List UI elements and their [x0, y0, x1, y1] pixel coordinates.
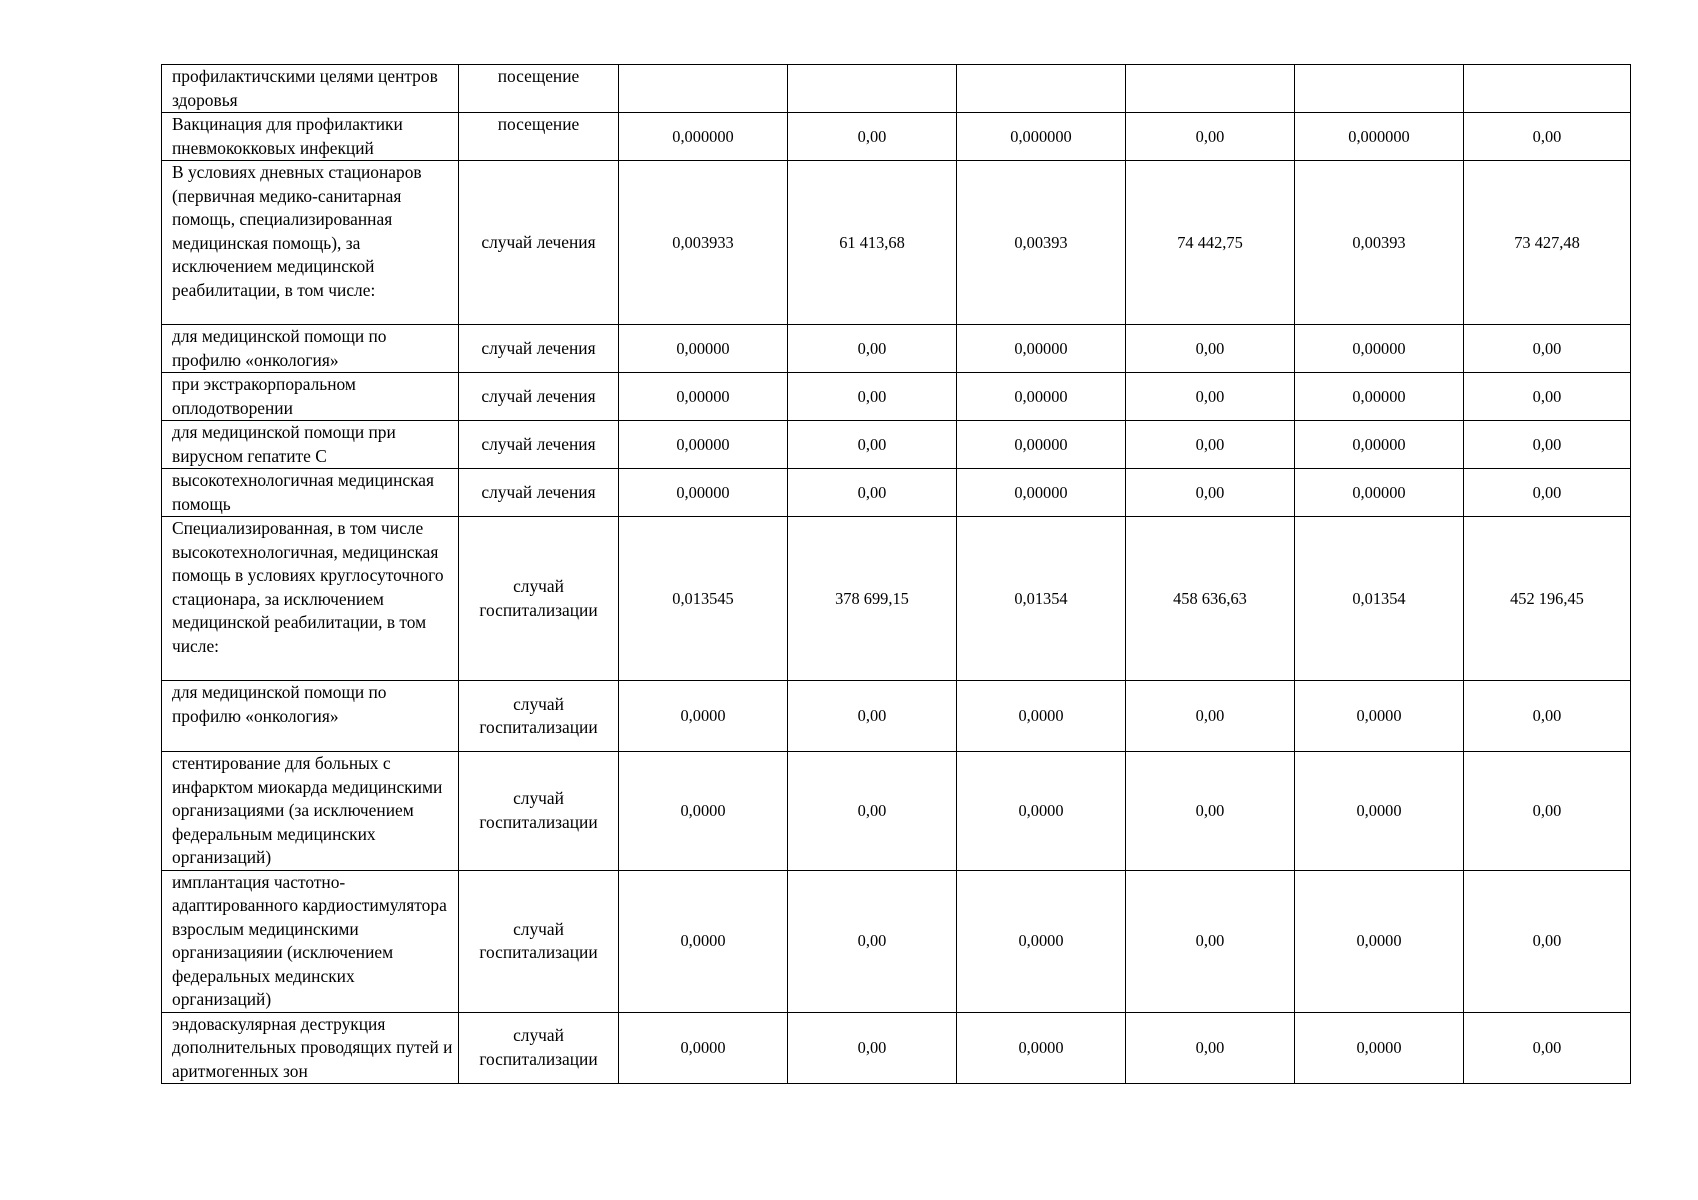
value-cell — [1464, 65, 1631, 113]
indicator-table — [161, 64, 1631, 1084]
value-cell: 0,0000 — [957, 752, 1126, 871]
row-name-cell: В условиях дневных стационаров (первичная медико-санитарная помощь, специализированная медицинская помощь), за исключением медицинской реабилитации, в том числе: — [162, 161, 459, 325]
row-unit-cell: случай лечения — [459, 469, 619, 517]
value-cell — [1126, 65, 1295, 113]
table-row — [162, 752, 1631, 871]
document-page — [161, 64, 1631, 1084]
value-cell: 0,0000 — [1295, 681, 1464, 752]
value-cell: 0,00000 — [957, 373, 1126, 421]
value-cell: 0,00000 — [619, 469, 788, 517]
value-cell: 0,000000 — [619, 113, 788, 161]
value-cell — [957, 65, 1126, 113]
row-name-cell: стентирование для больных с инфарктом миокарда медицинскими организациями (за исключением федеральным медицинских организаций) — [162, 752, 459, 871]
row-name-cell: при экстракорпоральном оплодотворении — [162, 373, 459, 421]
value-cell: 0,00 — [1464, 421, 1631, 469]
value-cell: 0,00 — [788, 113, 957, 161]
row-name-cell: для медицинской помощи по профилю «онкология» — [162, 325, 459, 373]
value-cell: 0,0000 — [619, 870, 788, 1012]
row-unit-cell: случай лечения — [459, 325, 619, 373]
value-cell: 0,00393 — [1295, 161, 1464, 325]
value-cell: 0,0000 — [619, 681, 788, 752]
row-unit-cell: случай госпитализации — [459, 681, 619, 752]
value-cell: 0,00000 — [619, 421, 788, 469]
value-cell: 458 636,63 — [1126, 517, 1295, 681]
value-cell: 0,00 — [788, 325, 957, 373]
row-name-cell: Специализированная, в том числе высокотехнологичная, медицинская помощь в условиях круглосуточного стационара, за исключением медицинской реабилитации, в том числе: — [162, 517, 459, 681]
row-unit-cell: случай лечения — [459, 161, 619, 325]
value-cell: 0,0000 — [619, 752, 788, 871]
table-row — [162, 469, 1631, 517]
row-unit-cell: посещение — [459, 113, 619, 161]
value-cell: 0,00393 — [957, 161, 1126, 325]
value-cell: 0,01354 — [1295, 517, 1464, 681]
value-cell: 378 699,15 — [788, 517, 957, 681]
value-cell: 0,00000 — [1295, 373, 1464, 421]
value-cell: 0,00000 — [1295, 469, 1464, 517]
value-cell: 0,00000 — [1295, 421, 1464, 469]
value-cell: 0,00 — [788, 752, 957, 871]
value-cell: 0,00 — [788, 421, 957, 469]
value-cell: 0,00 — [788, 681, 957, 752]
value-cell: 0,013545 — [619, 517, 788, 681]
row-unit-cell: случай госпитализации — [459, 752, 619, 871]
value-cell — [788, 65, 957, 113]
value-cell: 0,00 — [1464, 681, 1631, 752]
value-cell: 0,0000 — [957, 870, 1126, 1012]
value-cell: 0,00 — [1126, 870, 1295, 1012]
value-cell: 0,01354 — [957, 517, 1126, 681]
value-cell: 0,0000 — [619, 1012, 788, 1084]
table-row — [162, 870, 1631, 1012]
value-cell: 0,00 — [1126, 1012, 1295, 1084]
row-name-cell: эндоваскулярная деструкция дополнительных проводящих путей и аритмогенных зон — [162, 1012, 459, 1084]
table-row — [162, 325, 1631, 373]
row-unit-cell: случай госпитализации — [459, 1012, 619, 1084]
table-row — [162, 65, 1631, 113]
value-cell: 0,00 — [1464, 870, 1631, 1012]
value-cell: 0,00 — [1126, 421, 1295, 469]
value-cell: 0,00 — [1464, 373, 1631, 421]
table-row — [162, 421, 1631, 469]
value-cell: 0,0000 — [1295, 1012, 1464, 1084]
value-cell: 0,00 — [1126, 373, 1295, 421]
value-cell — [1295, 65, 1464, 113]
value-cell: 0,003933 — [619, 161, 788, 325]
value-cell: 0,00 — [788, 469, 957, 517]
value-cell: 0,000000 — [1295, 113, 1464, 161]
value-cell: 0,00 — [1464, 325, 1631, 373]
value-cell: 0,000000 — [957, 113, 1126, 161]
table-row — [162, 113, 1631, 161]
value-cell: 0,00 — [1126, 113, 1295, 161]
table-row — [162, 1012, 1631, 1084]
value-cell: 0,00 — [1464, 469, 1631, 517]
table-row — [162, 161, 1631, 325]
row-unit-cell: случай госпитализации — [459, 870, 619, 1012]
row-unit-cell: случай лечения — [459, 421, 619, 469]
value-cell: 0,00 — [1464, 752, 1631, 871]
row-unit-cell: посещение — [459, 65, 619, 113]
value-cell: 0,0000 — [957, 1012, 1126, 1084]
row-name-cell: имплантация частотно-адаптированного кардиостимулятора взрослым медицинскими организацияии (исключением федеральных мединских организаций) — [162, 870, 459, 1012]
value-cell: 74 442,75 — [1126, 161, 1295, 325]
value-cell: 0,00 — [1126, 469, 1295, 517]
row-unit-cell: случай госпитализации — [459, 517, 619, 681]
value-cell: 0,00 — [788, 1012, 957, 1084]
value-cell: 0,00 — [788, 373, 957, 421]
row-name-cell: Вакцинация для профилактики пневмококковых инфекций — [162, 113, 459, 161]
value-cell: 0,0000 — [1295, 752, 1464, 871]
table-row — [162, 517, 1631, 681]
value-cell: 0,00000 — [1295, 325, 1464, 373]
value-cell: 61 413,68 — [788, 161, 957, 325]
value-cell: 0,00 — [1464, 113, 1631, 161]
value-cell: 0,00000 — [957, 325, 1126, 373]
value-cell: 0,00000 — [619, 325, 788, 373]
value-cell: 0,00000 — [619, 373, 788, 421]
value-cell: 0,00 — [1126, 752, 1295, 871]
value-cell: 0,0000 — [1295, 870, 1464, 1012]
value-cell — [619, 65, 788, 113]
value-cell: 0,00 — [1464, 1012, 1631, 1084]
row-name-cell: высокотехнологичная медицинская помощь — [162, 469, 459, 517]
row-name-cell: для медицинской помощи при вирусном гепатите С — [162, 421, 459, 469]
value-cell: 73 427,48 — [1464, 161, 1631, 325]
table-row — [162, 681, 1631, 752]
row-name-cell: для медицинской помощи по профилю «онкология» — [162, 681, 459, 752]
value-cell: 0,00000 — [957, 469, 1126, 517]
value-cell: 0,0000 — [957, 681, 1126, 752]
table-row — [162, 373, 1631, 421]
value-cell: 0,00 — [788, 870, 957, 1012]
row-unit-cell: случай лечения — [459, 373, 619, 421]
value-cell: 0,00000 — [957, 421, 1126, 469]
value-cell: 452 196,45 — [1464, 517, 1631, 681]
value-cell: 0,00 — [1126, 681, 1295, 752]
row-name-cell: профилактичскими целями центров здоровья — [162, 65, 459, 113]
value-cell: 0,00 — [1126, 325, 1295, 373]
